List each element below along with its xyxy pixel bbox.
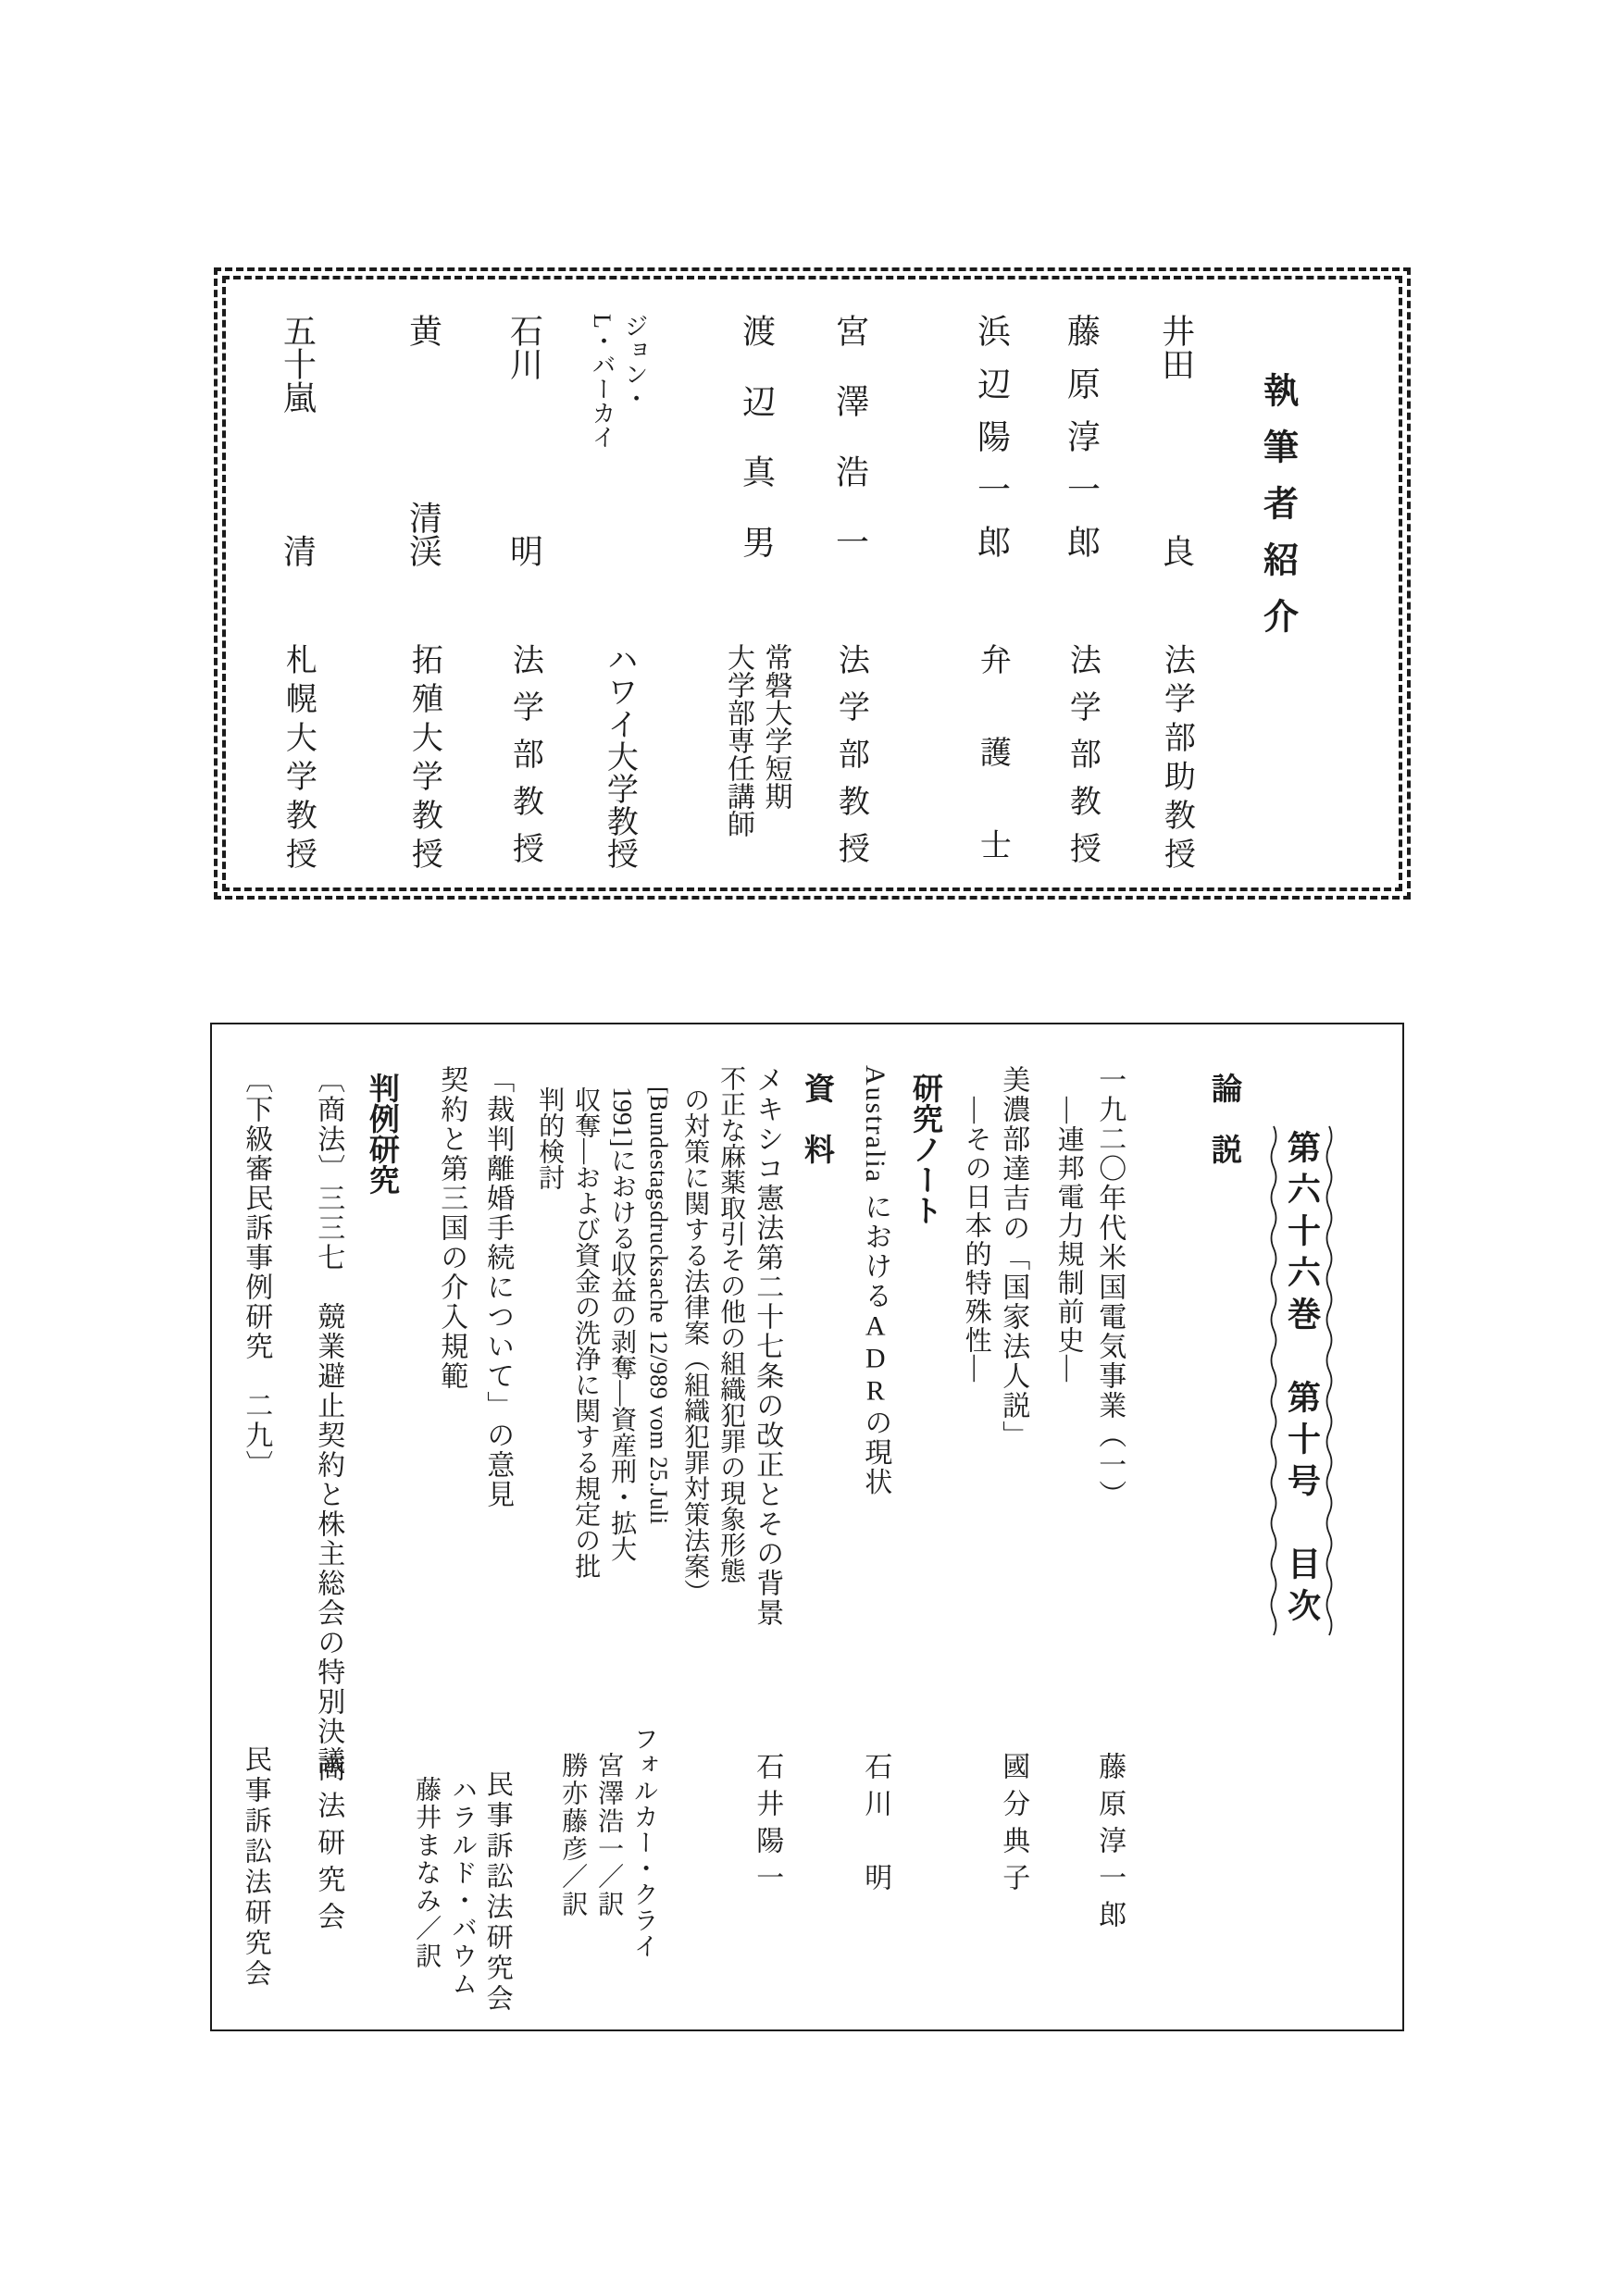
author-givenname: 清渓 xyxy=(404,501,442,567)
section-header-research-note: 研究ノート xyxy=(908,1073,943,1225)
author-surname: 五十嵐 xyxy=(279,314,317,414)
author-affiliation: 法学部教授 xyxy=(1064,643,1100,879)
author-affiliation: ハワイ大学教授 xyxy=(602,643,637,870)
author-name xyxy=(1158,314,1194,567)
author-name-line: L・バーカイ xyxy=(589,314,616,449)
section-header-articles: 論 説 xyxy=(1207,1073,1242,1164)
authors-box xyxy=(214,267,1411,921)
author-affiliation: 札幌大学教授 xyxy=(280,643,316,876)
author-name: 宮澤浩一 xyxy=(831,314,869,595)
toc-item-title-line: 判的検討 xyxy=(535,1086,565,1190)
authors-box-title: 執筆者紹介 xyxy=(1257,372,1297,654)
toc-item-title-line: 1991]における収益の剥奪―資産刑・拡大 xyxy=(607,1086,637,1562)
toc-item-title-latin: Australia xyxy=(860,1065,891,1193)
authors-box-inner-border xyxy=(222,276,1402,891)
toc-item-title: 「裁判離婚手続について」の意見 xyxy=(482,1065,514,1509)
affiliation-line: 常磐大学短期 xyxy=(760,643,791,810)
author-surname: 井田 xyxy=(1157,314,1195,380)
author-surname: 石川 xyxy=(505,314,543,380)
author-affiliation: 弁護士 xyxy=(975,643,1010,921)
toc-item-title: メキシコ憲法第二十七条の改正とその背景 xyxy=(752,1065,783,1628)
toc-item-author: 石井陽一 xyxy=(752,1752,783,1900)
toc-item-title-rest: におけるADRの現状 xyxy=(860,1192,891,1497)
author-name xyxy=(506,314,542,567)
author-name: 藤原淳一郎 xyxy=(1063,314,1101,577)
toc-item-title: 一九二〇年代米国電気事業（一） xyxy=(1094,1065,1126,1509)
toc-item-title: 〔下級審民訴事例研究 二九〕 xyxy=(241,1065,272,1480)
toc-item-author: 國分典子 xyxy=(998,1752,1029,1900)
wavy-rule-icon xyxy=(1324,1124,1335,1643)
toc-item-title-line: 不正な麻薬取引その他の組織犯罪の現象形態 xyxy=(716,1065,746,1583)
toc-item-title: 契約と第三国の介入規範 xyxy=(436,1065,467,1391)
toc-item-author: フォルカー・クライ xyxy=(629,1726,658,1959)
section-header-materials: 資 料 xyxy=(800,1073,835,1164)
toc-item-title-line: [Bundestagsdrucksache 12/989 vom 25.Juli xyxy=(645,1086,673,1525)
author-givenname: 清 xyxy=(279,534,317,567)
toc-item-translator: 藤井まなみ／訳 xyxy=(412,1776,442,1970)
toc-item-title-line: の対策に関する法律案（組織犯罪対策法案） xyxy=(680,1086,710,1605)
toc-item-subtitle: ―その日本的特殊性― xyxy=(961,1097,991,1384)
author-affiliation: 法学部教授 xyxy=(833,643,868,879)
author-givenname: 明 xyxy=(505,534,543,567)
toc-item-title-line: 収奪―および資金の洗浄に関する規定の批 xyxy=(571,1086,601,1579)
author-givenname: 良 xyxy=(1157,534,1195,567)
author-affiliation: 法学部教授 xyxy=(507,643,542,879)
affiliation-line: 大学部専任講師 xyxy=(723,643,753,838)
toc-item-author: 民事訴訟法研究会 xyxy=(482,1770,513,2015)
toc-item-author: 藤原淳一郎 xyxy=(1094,1752,1126,1937)
author-affiliation: 拓殖大学教授 xyxy=(406,643,442,876)
toc-item-translator: 勝亦藤彦／訳 xyxy=(558,1752,588,1918)
toc-item-translator: 宮澤浩一／訳 xyxy=(594,1752,624,1918)
toc-item-title xyxy=(860,1065,890,1496)
toc-item-subtitle: ―連邦電力規制前史― xyxy=(1053,1097,1084,1384)
author-surname: 黄 xyxy=(404,314,442,347)
author-name xyxy=(405,314,442,567)
author-name xyxy=(280,314,316,567)
toc-item-author: ハラルド・バウム xyxy=(448,1776,478,1998)
toc-item-author: 民事訴訟法研究会 xyxy=(241,1745,271,1990)
toc-item-author: 商法研究会 xyxy=(313,1754,344,1939)
author-name: 浜辺陽一郎 xyxy=(973,314,1011,577)
toc-box xyxy=(210,1023,1404,2031)
section-header-case-studies: 判例研究 xyxy=(365,1073,400,1195)
toc-item-title: 〔商法〕三三七 競業避止契約と株主総会の特別決議 xyxy=(313,1065,344,1776)
author-name xyxy=(586,314,651,449)
wavy-rule-icon xyxy=(1268,1124,1279,1643)
toc-item-author: 石川 明 xyxy=(860,1752,891,1900)
toc-issue-title: 第六十六巻 第十号 目次 xyxy=(1283,1130,1321,1630)
author-name: 渡辺真男 xyxy=(738,314,776,595)
toc-item-title: 美濃部達吉の「国家法人説」 xyxy=(998,1065,1029,1450)
author-affiliation: 法学部助教授 xyxy=(1159,643,1194,876)
author-affiliation xyxy=(719,643,794,838)
author-name-line: ジョン・ xyxy=(621,314,649,410)
